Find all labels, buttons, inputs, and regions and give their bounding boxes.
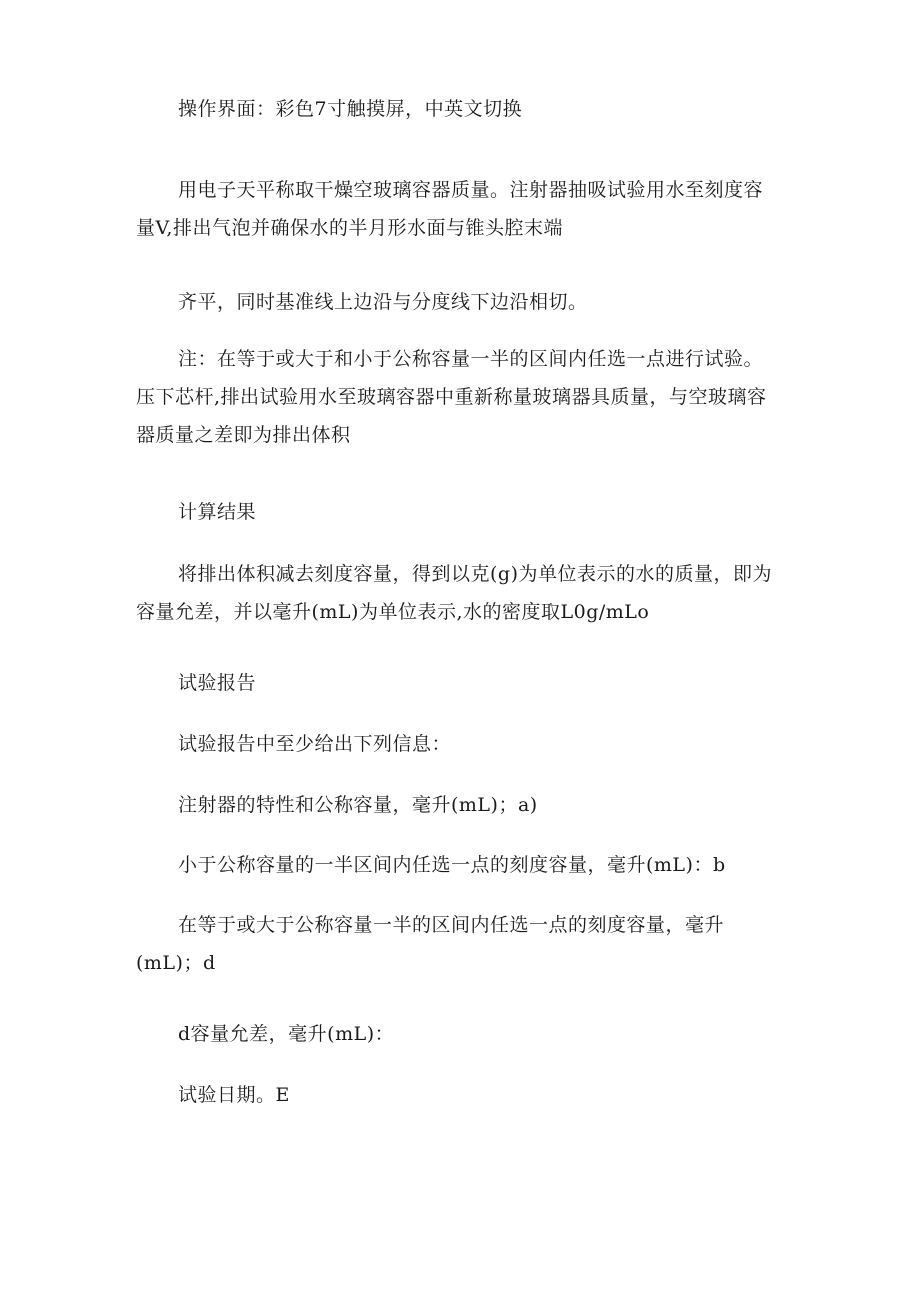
heading-test-report: 试验报告	[178, 672, 257, 694]
list-item-d: d容量允差，毫升(mL)：	[178, 1023, 395, 1045]
paragraph-weighing-procedure: 用电子天平称取干燥空玻璃容器质量。注射器抽吸试验用水至刻度容量V,排出气泡并确保水的半月形水面与锥头腔末端	[136, 179, 764, 239]
list-item-e: 试验日期。E	[178, 1084, 290, 1106]
list-item-a: 注射器的特性和公称容量，毫升(mL)；a)	[178, 794, 538, 816]
paragraph-alignment: 齐平，同时基准线上边沿与分度线下边沿相切。	[178, 291, 588, 313]
list-item-b: 小于公称容量的一半区间内任选一点的刻度容量，毫升(mL)：b	[178, 854, 726, 876]
paragraph-calculation: 将排出体积减去刻度容量，得到以克(g)为单位表示的水的质量，即为容量允差，并以毫升(mL)为单位表示,水的密度取L0g/mLo	[136, 563, 772, 623]
paragraph-operation-interface: 操作界面：彩色7寸触摸屏，中英文切换	[178, 98, 523, 120]
paragraph-report-intro: 试验报告中至少给出下列信息：	[178, 733, 452, 755]
paragraph-note: 注：在等于或大于和小于公称容量一半的区间内任选一点进行试验。压下芯杆,排出试验用水至玻璃容器中重新称量玻璃器具质量，与空玻璃容器质量之差即为排出体积	[136, 348, 767, 446]
heading-calculation-results: 计算结果	[178, 501, 257, 523]
list-item-c: 在等于或大于公称容量一半的区间内任选一点的刻度容量，毫升(mL)；d	[136, 914, 725, 974]
